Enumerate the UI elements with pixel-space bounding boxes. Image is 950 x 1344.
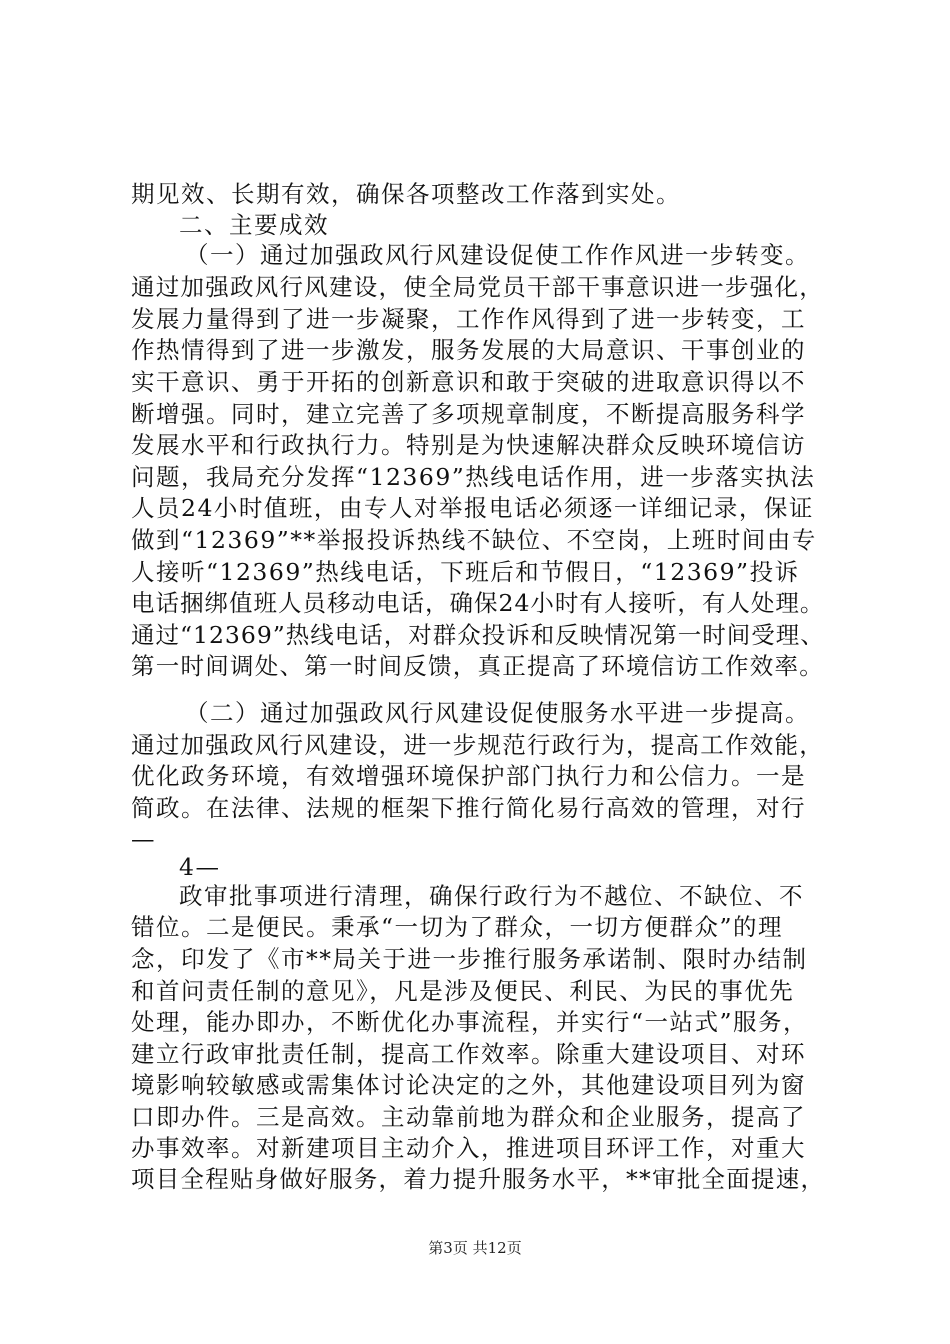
text-line: 通过加强政风行风建设，进一步规范行政行为，提高工作效能，	[131, 731, 824, 759]
subsection-heading: （二）通过加强政风行风建设促使服务水平进一步提高。	[185, 699, 810, 727]
text-line: 做到“12369”**举报投诉热线不缺位、不空岗，上班时间由专	[131, 526, 817, 554]
text-line: 实干意识、勇于开拓的创新意识和敢于突破的进取意识得以不	[131, 368, 806, 396]
text-line: 发展水平和行政执行力。特别是为快速解决群众反映环境信访	[131, 431, 806, 459]
text-line: 人员24小时值班，由专人对举报电话必须逐一详细记录，保证	[131, 494, 814, 522]
subsection-heading: （一）通过加强政风行风建设促使工作作风进一步转变。	[185, 241, 810, 269]
page-number-marker: 4—	[179, 853, 221, 881]
text-line: 断增强。同时，建立完善了多项规章制度，不断提高服务科学	[131, 400, 806, 428]
text-line: 口即办件。三是高效。主动靠前地为群众和企业服务，提高了	[131, 1103, 806, 1131]
text-line: 建立行政审批责任制，提高工作效率。除重大建设项目、对环	[131, 1040, 806, 1068]
page-footer: 第3页 共12页	[428, 1239, 522, 1257]
text-line: 期见效、长期有效，确保各项整改工作落到实处。	[131, 180, 681, 208]
text-line: 人接听“12369”热线电话，下班后和节假日，“12369”投诉	[131, 558, 800, 586]
page-break-dash: —	[131, 825, 156, 853]
text-line: 处理，能办即办，不断优化办事流程，并实行“一站式”服务，	[131, 1008, 809, 1036]
text-line: 问题，我局充分发挥“12369”热线电话作用，进一步落实执法	[131, 463, 816, 491]
text-line: 念，印发了《市**局关于进一步推行服务承诺制、限时办结制	[131, 945, 808, 973]
text-line: 境影响较敏感或需集体讨论决定的之外，其他建设项目列为窗	[131, 1071, 806, 1099]
text-line: 电话捆绑值班人员移动电话，确保24小时有人接听，有人处理。	[131, 589, 825, 617]
text-line: 发展力量得到了进一步凝聚，工作作风得到了进一步转变，工	[131, 305, 806, 333]
text-line: 项目全程贴身做好服务，着力提升服务水平，**审批全面提速，	[131, 1165, 826, 1193]
section-heading: 二、主要成效	[179, 211, 329, 239]
text-line: 和首问责任制的意见》，凡是涉及便民、利民、为民的事优先	[131, 977, 795, 1005]
text-line: 政审批事项进行清理，确保行政行为不越位、不缺位、不	[179, 882, 804, 910]
text-line: 第一时间调处、第一时间反馈，真正提高了环境信访工作效率。	[131, 652, 824, 680]
text-line: 作热情得到了进一步激发，服务发展的大局意识、干事创业的	[131, 336, 806, 364]
text-line: 通过“12369”热线电话，对群众投诉和反映情况第一时间受理、	[131, 621, 825, 649]
text-line: 办事效率。对新建项目主动介入，推进项目环评工作，对重大	[131, 1134, 806, 1162]
text-line: 通过加强政风行风建设，使全局党员干部干事意识进一步强化，	[131, 273, 824, 301]
text-line: 简政。在法律、法规的框架下推行简化易行高效的管理，对行	[131, 794, 806, 822]
text-line: 错位。二是便民。秉承“一切为了群众，一切方便群众”的理	[131, 913, 784, 941]
text-line: 优化政务环境，有效增强环境保护部门执行力和公信力。一是	[131, 762, 806, 790]
